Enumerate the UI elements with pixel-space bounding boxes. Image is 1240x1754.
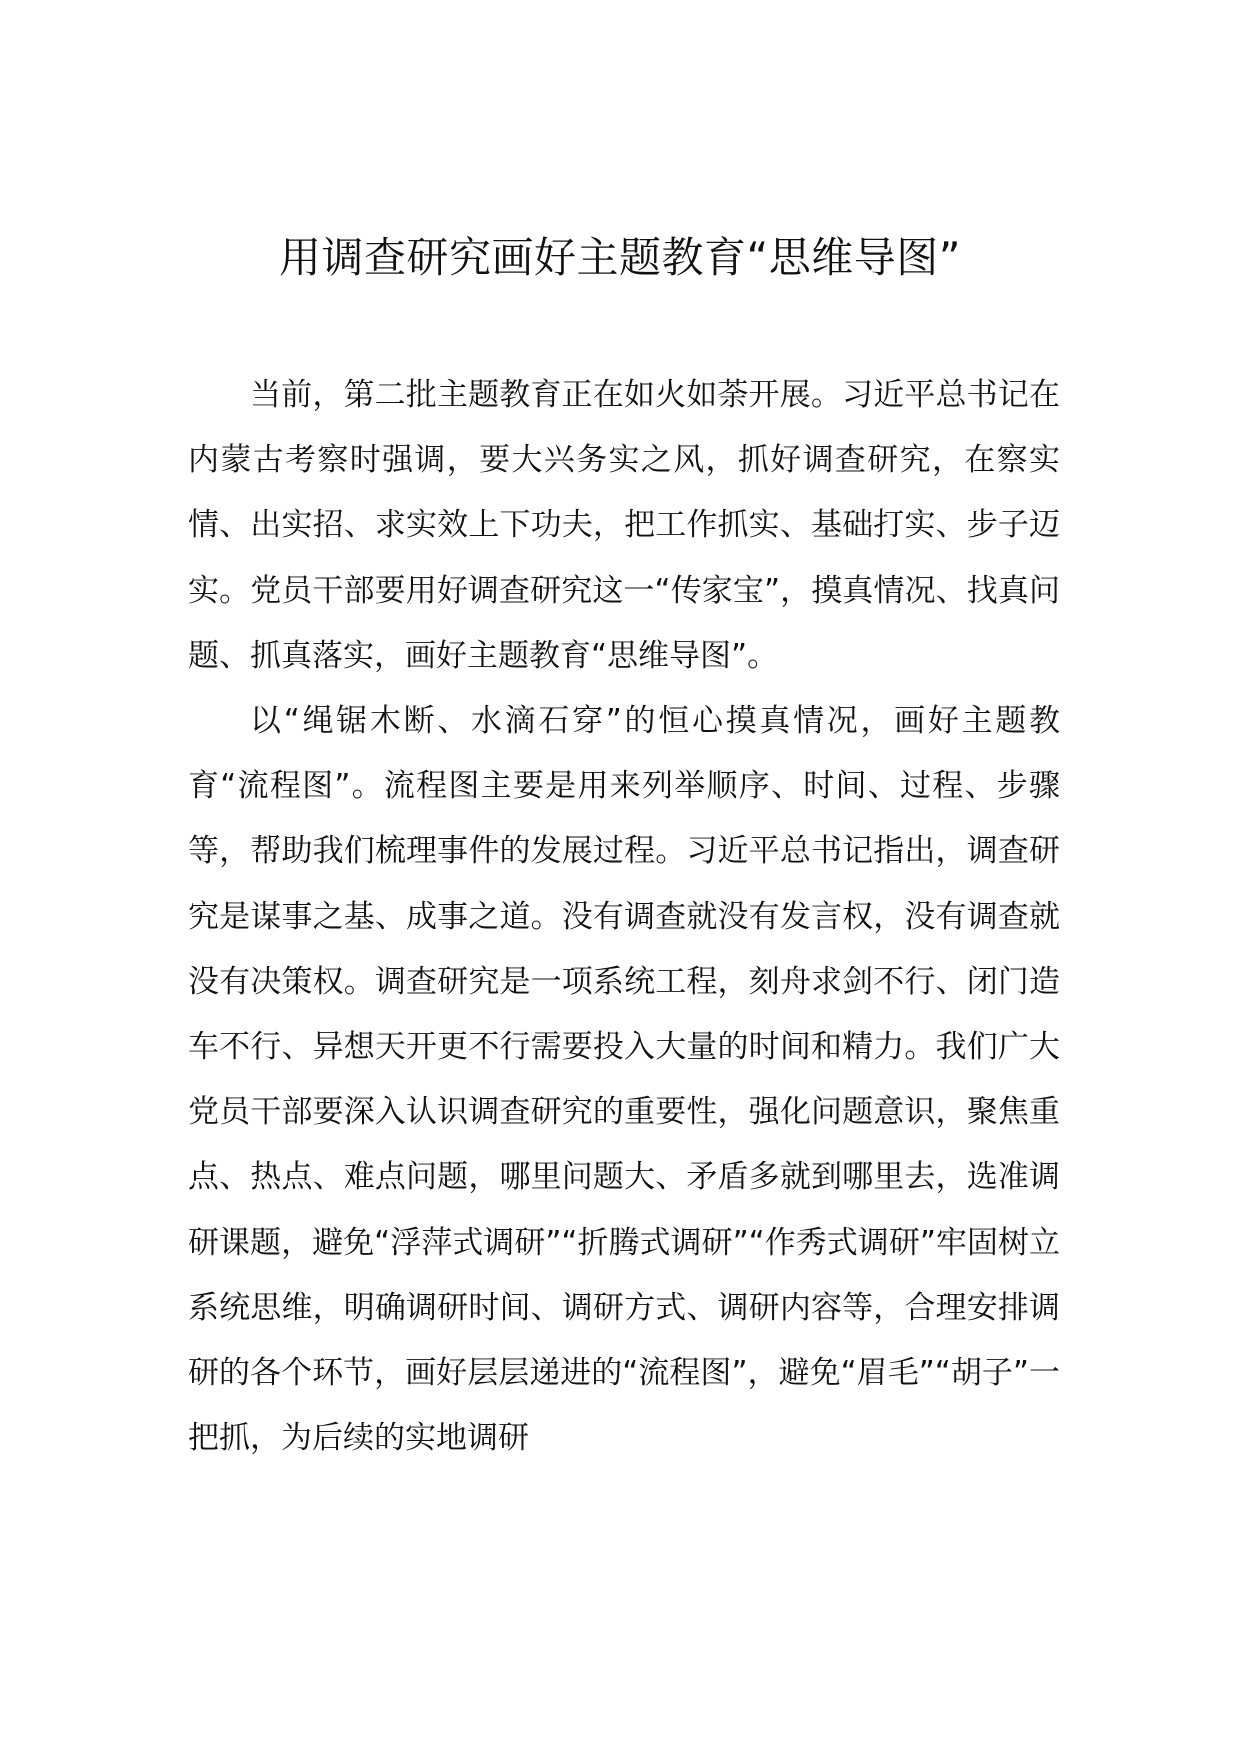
document-body: [188, 363, 1060, 1471]
document-title: 用调查研究画好主题教育“思维导图”: [278, 233, 962, 282]
paragraph: 以“绳锯木断、水滴石穿”的恒心摸真情况，画好主题教育“流程图”。流程图主要是用来列举顺序、时间、过程、步骤等，帮助我们梳理事件的发展过程。习近平总书记指出，调查研究是谋事之基、成事之道。没有调查就没有发言权，没有调查就没有决策权。调查研究是一项系统工程，刻舟求剑不行、闭门造车不行、异想天开更不行需要投入大量的时间和精力。我们广大党员干部要深入认识调查研究的重要性，强化问题意识，聚焦重点、热点、难点问题，哪里问题大、矛盾多就到哪里去，选准调研课题，避免“浮萍式调研”“折腾式调研”“作秀式调研”牢固树立系统思维，明确调研时间、调研方式、调研内容等，合理安排调研的各个环节，画好层层递进的“流程图”，避免“眉毛”“胡子”一把抓，为后续的实地调研: [188, 703, 1060, 1457]
paragraph: 当前，第二批主题教育正在如火如荼开展。习近平总书记在内蒙古考察时强调，要大兴务实之风，抓好调查研究，在察实情、出实招、求实效上下功夫，把工作抓实、基础打实、步子迈实。党员干部要用好调查研究这一“传家宝”，摸真情况、找真问题、抓真落实，画好主题教育“思维导图”。: [188, 377, 1060, 674]
